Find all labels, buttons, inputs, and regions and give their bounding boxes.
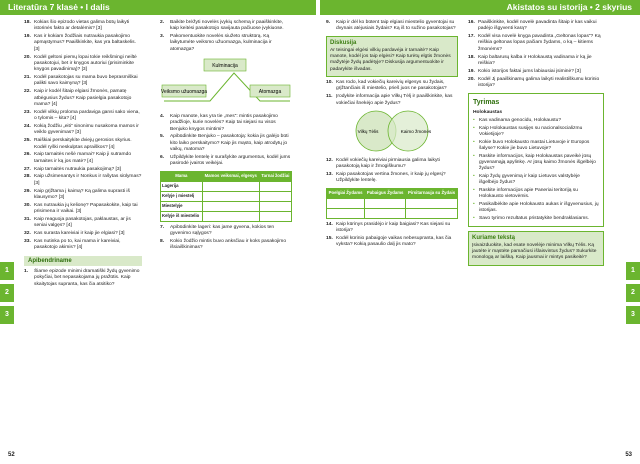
table-header: Poelgiai Žydams xyxy=(327,188,365,198)
question-item xyxy=(468,77,604,90)
question-item xyxy=(24,124,142,137)
question-text: Raiškiai perskaitykite dviejų gerosios skyrius. Kodėl ryški neskulptas apraiškos? [4] xyxy=(34,138,132,150)
section-tab-3-right[interactable]: 3 xyxy=(626,306,640,324)
question-number: 24. xyxy=(24,124,31,130)
question-text: Kaip užsimenantys ir Nonkus ir rašytas siūlymas? [3] xyxy=(34,174,142,186)
question-number: 21. xyxy=(24,75,31,81)
question-item xyxy=(160,225,292,238)
question-item xyxy=(24,239,142,252)
plot-diagram xyxy=(160,55,292,111)
question-text: Kas nutraukia jų kelionę? Papasakokite, kaip tai prisimena ir vaikai. [3] xyxy=(34,202,138,215)
behavior-table xyxy=(326,188,458,219)
table-row-label: Lagerija xyxy=(161,181,203,191)
write-text-box xyxy=(468,231,604,266)
table-cell xyxy=(259,181,291,191)
question-text: Kodėl vokiečių kareiviai pirmiausia galima laikyti pasakotoją kaip ir žmogiškumu? xyxy=(336,157,440,170)
question-text: Kaip tarnaitės nutraukia pasakojimą? [3] xyxy=(34,166,121,172)
bullet-text: Savo tyrimo rezultatus pristatykite bendraklasiams. xyxy=(479,215,590,221)
question-number: 19. xyxy=(468,68,475,74)
question-text: Kaip kūrinys prasidėjo ir kaip baigiasi? Kas siejasi su istorija? xyxy=(336,221,451,233)
question-item xyxy=(24,138,142,151)
question-text: Kaip manote, kas yra tie „mes“: mintis pasakojimo pradžioje, kurie novelės? Kaip tai siejasi su visos Benjuko knygos mintimi? xyxy=(170,113,278,132)
column-2 xyxy=(160,20,292,253)
research-bullet xyxy=(473,118,599,124)
question-item xyxy=(160,20,292,33)
venn-diagram xyxy=(326,108,458,154)
question-text: Kas surasta kareiviai ir kaip jie elgiasi? [3] xyxy=(34,231,125,237)
question-text: Kaip grįžtama į kaimą? Ką galima suprasti iš klausymo? [3] xyxy=(34,188,130,200)
table-cell xyxy=(202,211,259,221)
question-item xyxy=(160,155,292,168)
question-number: 16. xyxy=(468,20,475,25)
section-tab-1-left[interactable]: 1 xyxy=(0,262,14,280)
section-tab-1-right[interactable]: 1 xyxy=(626,262,640,280)
mother-table xyxy=(160,171,292,222)
question-number: 6. xyxy=(160,154,165,160)
bullet-text: Raskite informacijos apie Paneriai teritoriją su Holokausto vietovėmis. xyxy=(479,187,578,200)
bullet-text: Pasikalbėkite apie Holokausto aukas ir išgyvenusius, jų istorijas. xyxy=(479,201,599,214)
table-row xyxy=(161,201,292,211)
question-text: Kaip ir kodėl šitaip elgiasi žmonės, pamatę atbėgusius žydus? Kaip pasielgia pasakotojo mama? [4] xyxy=(34,89,132,107)
question-text: Kokio žodžio mintis buvo anksčiau ir koks pasakojimo išsiaiškinimas? xyxy=(170,238,287,251)
venn-label-b: Kaimo žmonės xyxy=(400,129,432,135)
research-bullet xyxy=(473,154,599,173)
bullet-text: Kas vadinama genocidu, Holokaustu? xyxy=(479,117,562,123)
question-number: 10. xyxy=(326,80,333,86)
question-text: Apibūdinkite lageri: kas jame gyvena, kokios ten gyvenimo sąlygos? xyxy=(170,224,275,236)
question-text: Užpildykite lentelę ir surašykite argumentus, kodėl jums pasirodė įvairūs veikėjai. xyxy=(170,154,291,167)
right-page-header: Akistatos su istorija • 2 skyrius xyxy=(320,0,640,15)
question-item xyxy=(160,239,292,252)
section-tab-2-left[interactable]: 2 xyxy=(0,284,14,302)
question-number: 7. xyxy=(160,224,165,230)
question-text: Pakomentuokite novelės siužeto struktūrą. Ką laikytumėte veiksmo užuomazga, kulminacija ir atomazga? xyxy=(170,34,272,52)
question-item xyxy=(24,75,142,88)
question-item xyxy=(24,20,142,33)
table-cell xyxy=(202,201,259,211)
question-text: Kas nutinka po to, kai mama ir kareiviai, pasakotojo akimis? [4] xyxy=(34,239,121,251)
question-number: 19. xyxy=(24,34,31,40)
question-item xyxy=(24,152,142,165)
question-item xyxy=(24,269,142,288)
write-text-title: Kuriame tekstą xyxy=(472,234,516,241)
question-item xyxy=(468,55,604,68)
question-number: 30. xyxy=(24,202,31,208)
question-number: 4. xyxy=(160,113,165,119)
question-number: 31. xyxy=(24,217,31,223)
question-number: 26. xyxy=(24,152,31,158)
question-item xyxy=(24,167,142,173)
table-cell xyxy=(259,201,291,211)
question-number: 9. xyxy=(326,20,331,25)
column-4 xyxy=(468,20,604,269)
question-text: Apibūdinkite Benjuko – pasakotoją: kokia jis galėjo būti kito laiko perskaitymo? Kaip jis mąsto, kaip atrodytų jo vaikų, matoma? xyxy=(170,134,289,153)
question-item xyxy=(326,222,458,235)
question-item xyxy=(24,174,142,187)
research-bullet xyxy=(473,174,599,187)
question-number: 8. xyxy=(160,238,165,244)
research-bullet xyxy=(473,188,599,201)
question-item xyxy=(24,217,142,230)
question-number: 32. xyxy=(24,231,31,237)
question-text: Paaiškinkite, kodėl novelė pavadinta šitaip ir kas vaikui padėjo išgyventi karą? xyxy=(478,20,597,32)
question-text: Kas rodo, kad vokiečių kareivių elgesys su žydais, grįžtančiais iš miestelio, prieš juos ne pasakotojas? xyxy=(336,80,447,92)
table-header: Pirsitarnauja su Žydais xyxy=(406,188,458,198)
question-item xyxy=(468,34,604,53)
venn-label-a: Vilkų Tėlis xyxy=(357,129,379,135)
question-number: 18. xyxy=(24,20,31,25)
table-row xyxy=(161,191,292,201)
page-number-right: 53 xyxy=(625,452,632,458)
question-item xyxy=(326,236,458,249)
bullet-text: Raskite informacijos, kaip Holokaustas paveikė jūsų gyvenamąją apylinkę. Ar jūsų kaimo žmonės išgelbėjo žydus? xyxy=(479,153,596,172)
bullet-icon: • xyxy=(473,215,475,221)
question-text: Šiame epizode minimi dramatiški žydų gyvenimo pokyčiai, bet nepasakojama jų pražūtis. Kaip skaitytojas supranta, kas čia atsitiko? xyxy=(34,269,140,287)
question-item xyxy=(24,89,142,108)
question-item xyxy=(24,189,142,202)
table-header: Mamos veiksmai, elgesys xyxy=(202,171,259,181)
question-item xyxy=(24,55,142,74)
table-row-label: Kelyje į miestelį xyxy=(161,191,203,201)
question-text: Kodėl geltoni piemų lopai tokie reikšmingi neiltė pasakotojui, bet ir knygos autoriui (prisiminkite knygos pavadinimą)? [3] xyxy=(34,54,137,73)
column-3 xyxy=(326,20,458,250)
question-text: Kaip ir dėl ko būtent taip elgiasi miestelio gyventojai su dvynais atėjusiais žydais? Ką iš to sužino pasakotojas? xyxy=(336,20,456,32)
question-number: 29. xyxy=(24,188,31,194)
research-subtitle: Holokaustas xyxy=(473,109,503,115)
question-number: 12. xyxy=(326,157,333,163)
question-text: Kokias šio epizodo vietas galima būtų laikyti istorinės fakto ar detalėmis? [3] xyxy=(34,20,130,32)
question-number: 23. xyxy=(24,109,31,115)
question-number: 27. xyxy=(24,166,31,172)
question-item xyxy=(160,114,292,133)
section-tab-2-right[interactable]: 2 xyxy=(626,284,640,302)
question-number: 14. xyxy=(326,221,333,227)
question-item xyxy=(326,172,458,185)
question-text: Įrodykite informacija apie Vilkų Tėlį ir paaiškinkite, kas vokiečiai šnekėjo apie žydus? xyxy=(336,94,453,106)
question-text: Kaip pasakotojas vertina žmones, ir kaip jų elgesį? Užpildykite lentelę. xyxy=(336,171,446,184)
question-number: 25. xyxy=(24,138,31,144)
question-number: 1. xyxy=(24,269,29,274)
question-text: Kaip reaguoja pasakotojas, paklaustas, ar jis seniai valgęs? [4] xyxy=(34,217,131,229)
question-item xyxy=(160,134,292,153)
research-bullet xyxy=(473,126,599,139)
bullet-text: Kaip žydų gyvenimą ir kaip Lietuvos valstybėje išgelbėjo žydus? xyxy=(479,173,580,186)
bullet-icon: • xyxy=(473,117,475,123)
research-bullet xyxy=(473,202,599,215)
question-item xyxy=(24,34,142,53)
bullet-text: Kokie buvo Holokausto mastai Lietuvoje ir Europos šalyse? Kokie jie buvo Lietuvoje? xyxy=(479,139,590,151)
left-page-header: Literatūra 7 klasė • I dalis xyxy=(0,0,316,15)
question-text: Kodėl vilkių proloma pardaviga gansi sako viena, o tylomis – kita? [4] xyxy=(34,109,140,122)
question-item xyxy=(326,158,458,171)
table-cell xyxy=(202,191,259,201)
question-number: 2. xyxy=(160,20,165,25)
question-item xyxy=(326,94,458,107)
question-number: 3. xyxy=(160,34,165,40)
column-1 xyxy=(24,20,142,289)
table-cell xyxy=(259,191,291,201)
question-text: Kokio istorijos faktai jums labiausiai įsiminė? [3] xyxy=(478,68,581,74)
question-item xyxy=(24,110,142,123)
bullet-icon: • xyxy=(473,173,475,179)
question-number: 20. xyxy=(24,54,31,60)
research-box xyxy=(468,93,604,226)
discussion-title: Diskusija xyxy=(330,39,357,46)
question-number: 15. xyxy=(326,235,333,241)
table-row-label: Miestelyje xyxy=(161,201,203,211)
question-number: 20. xyxy=(468,76,475,82)
question-number: 13. xyxy=(326,171,333,177)
question-item xyxy=(24,231,142,237)
question-item xyxy=(468,69,604,75)
table-row xyxy=(161,211,292,221)
question-number: 33. xyxy=(24,239,31,245)
question-number: 17. xyxy=(468,34,475,40)
question-text: Kas ir kokiam žodžiais nutraukia pasakojimo apmąstymus? Paaiškinkite, kas yra baltaskelis. [3] xyxy=(34,34,136,52)
bullet-icon: • xyxy=(473,187,475,193)
question-number: 28. xyxy=(24,174,31,180)
bullet-icon: • xyxy=(473,125,475,131)
discussion-text: Ar teisingai elgėsi vilkių pardavėja ir tarnaitė? Kaip manote, kodėl jos taip elgėsi? Kaip turėtų elgtis žmonės mažytėje žydų padėtyje? Diskusija argumentuokite ir padarykite išvadas. xyxy=(330,47,451,72)
question-number: 22. xyxy=(24,89,31,95)
question-text: Kodėl kūrinio pabaigoje vaikas nebesupranta, kas čia vyksta? Kokią pasaulio dalį jis mato? xyxy=(336,235,452,248)
research-bullet xyxy=(473,140,599,153)
table-cell xyxy=(202,181,259,191)
question-number: 11. xyxy=(326,94,333,100)
bullet-icon: • xyxy=(473,201,475,207)
diagram-label-exposition: Veiksmo užuomazga xyxy=(160,88,208,95)
table-cell xyxy=(259,211,291,221)
question-text: Kodėl Jį paaiškinamų galima laikyti realistiškumu kūrinio istorija? xyxy=(478,76,600,89)
diagram-label-climax: Kulminacija xyxy=(212,62,238,69)
discussion-box xyxy=(326,36,458,77)
question-item xyxy=(160,34,292,53)
question-text: Kodėl visa novelė knyga pavadinta „Geltonas lopas“? Ką reiškia geltonas lopas pačiam žydams, o ką – kitiems žmonėms? xyxy=(478,34,601,52)
question-text: Kaip tarnaitės nešė mamai? Kaip ji sutramdo tarnaites ir ką jos matė? [4] xyxy=(34,152,132,164)
table-row-label: Kelyje iš miestelio xyxy=(161,211,203,221)
bullet-icon: • xyxy=(473,153,475,159)
research-title: Tyrimas xyxy=(473,99,500,107)
question-text: Kodėl pasakotojas su mama buvo beprasmiškai palikti savo kaimyną? [3] xyxy=(34,75,138,87)
section-tab-3-left[interactable]: 3 xyxy=(0,306,14,324)
question-item xyxy=(468,20,604,33)
section-subheading: Apibendriname xyxy=(24,256,142,266)
table-row xyxy=(161,181,292,191)
table-header: Mama xyxy=(161,171,203,181)
diagram-label-resolution: Atomazga xyxy=(258,88,282,95)
write-text-body: Įsivaizduokite, kad esate novelėje minima Vilkų Tėlis. Ką jautėte ir mąstėte pamačiusi išlaisvintus žydus? Sukurkite monologą ar laišką. Kaip jausmai ir mintys pasikeitė? xyxy=(472,242,597,261)
question-text: Kokią žodžiu „eiti“ sinonimu nusakoma mamos ir veiklo gyvenimas? [3] xyxy=(34,124,139,136)
table-header: Pabaigus Žydams xyxy=(365,188,406,198)
question-item xyxy=(326,80,458,93)
research-bullet xyxy=(473,216,599,222)
question-text: Kaip baltarusų kalba ir Holokaustą vadinama ir ką jie reiškia? xyxy=(478,54,592,66)
question-item xyxy=(326,20,458,33)
question-number: 18. xyxy=(468,54,475,60)
bullet-text: Kaip Holokaustas susijęs su nacionalsocializmu Vokietijoje? xyxy=(479,125,583,137)
question-item xyxy=(24,203,142,216)
table-header: Tarnai žodžiai xyxy=(259,171,291,181)
bullet-icon: • xyxy=(473,139,475,145)
page-number-left: 52 xyxy=(8,452,15,458)
question-number: 5. xyxy=(160,134,165,140)
question-text: Baikite brėžyti novelės įvykių schemą ir paaiškinkite, kaip keitėsi pasakotojo savijauta pačiuose įvykiuose. xyxy=(170,20,284,32)
